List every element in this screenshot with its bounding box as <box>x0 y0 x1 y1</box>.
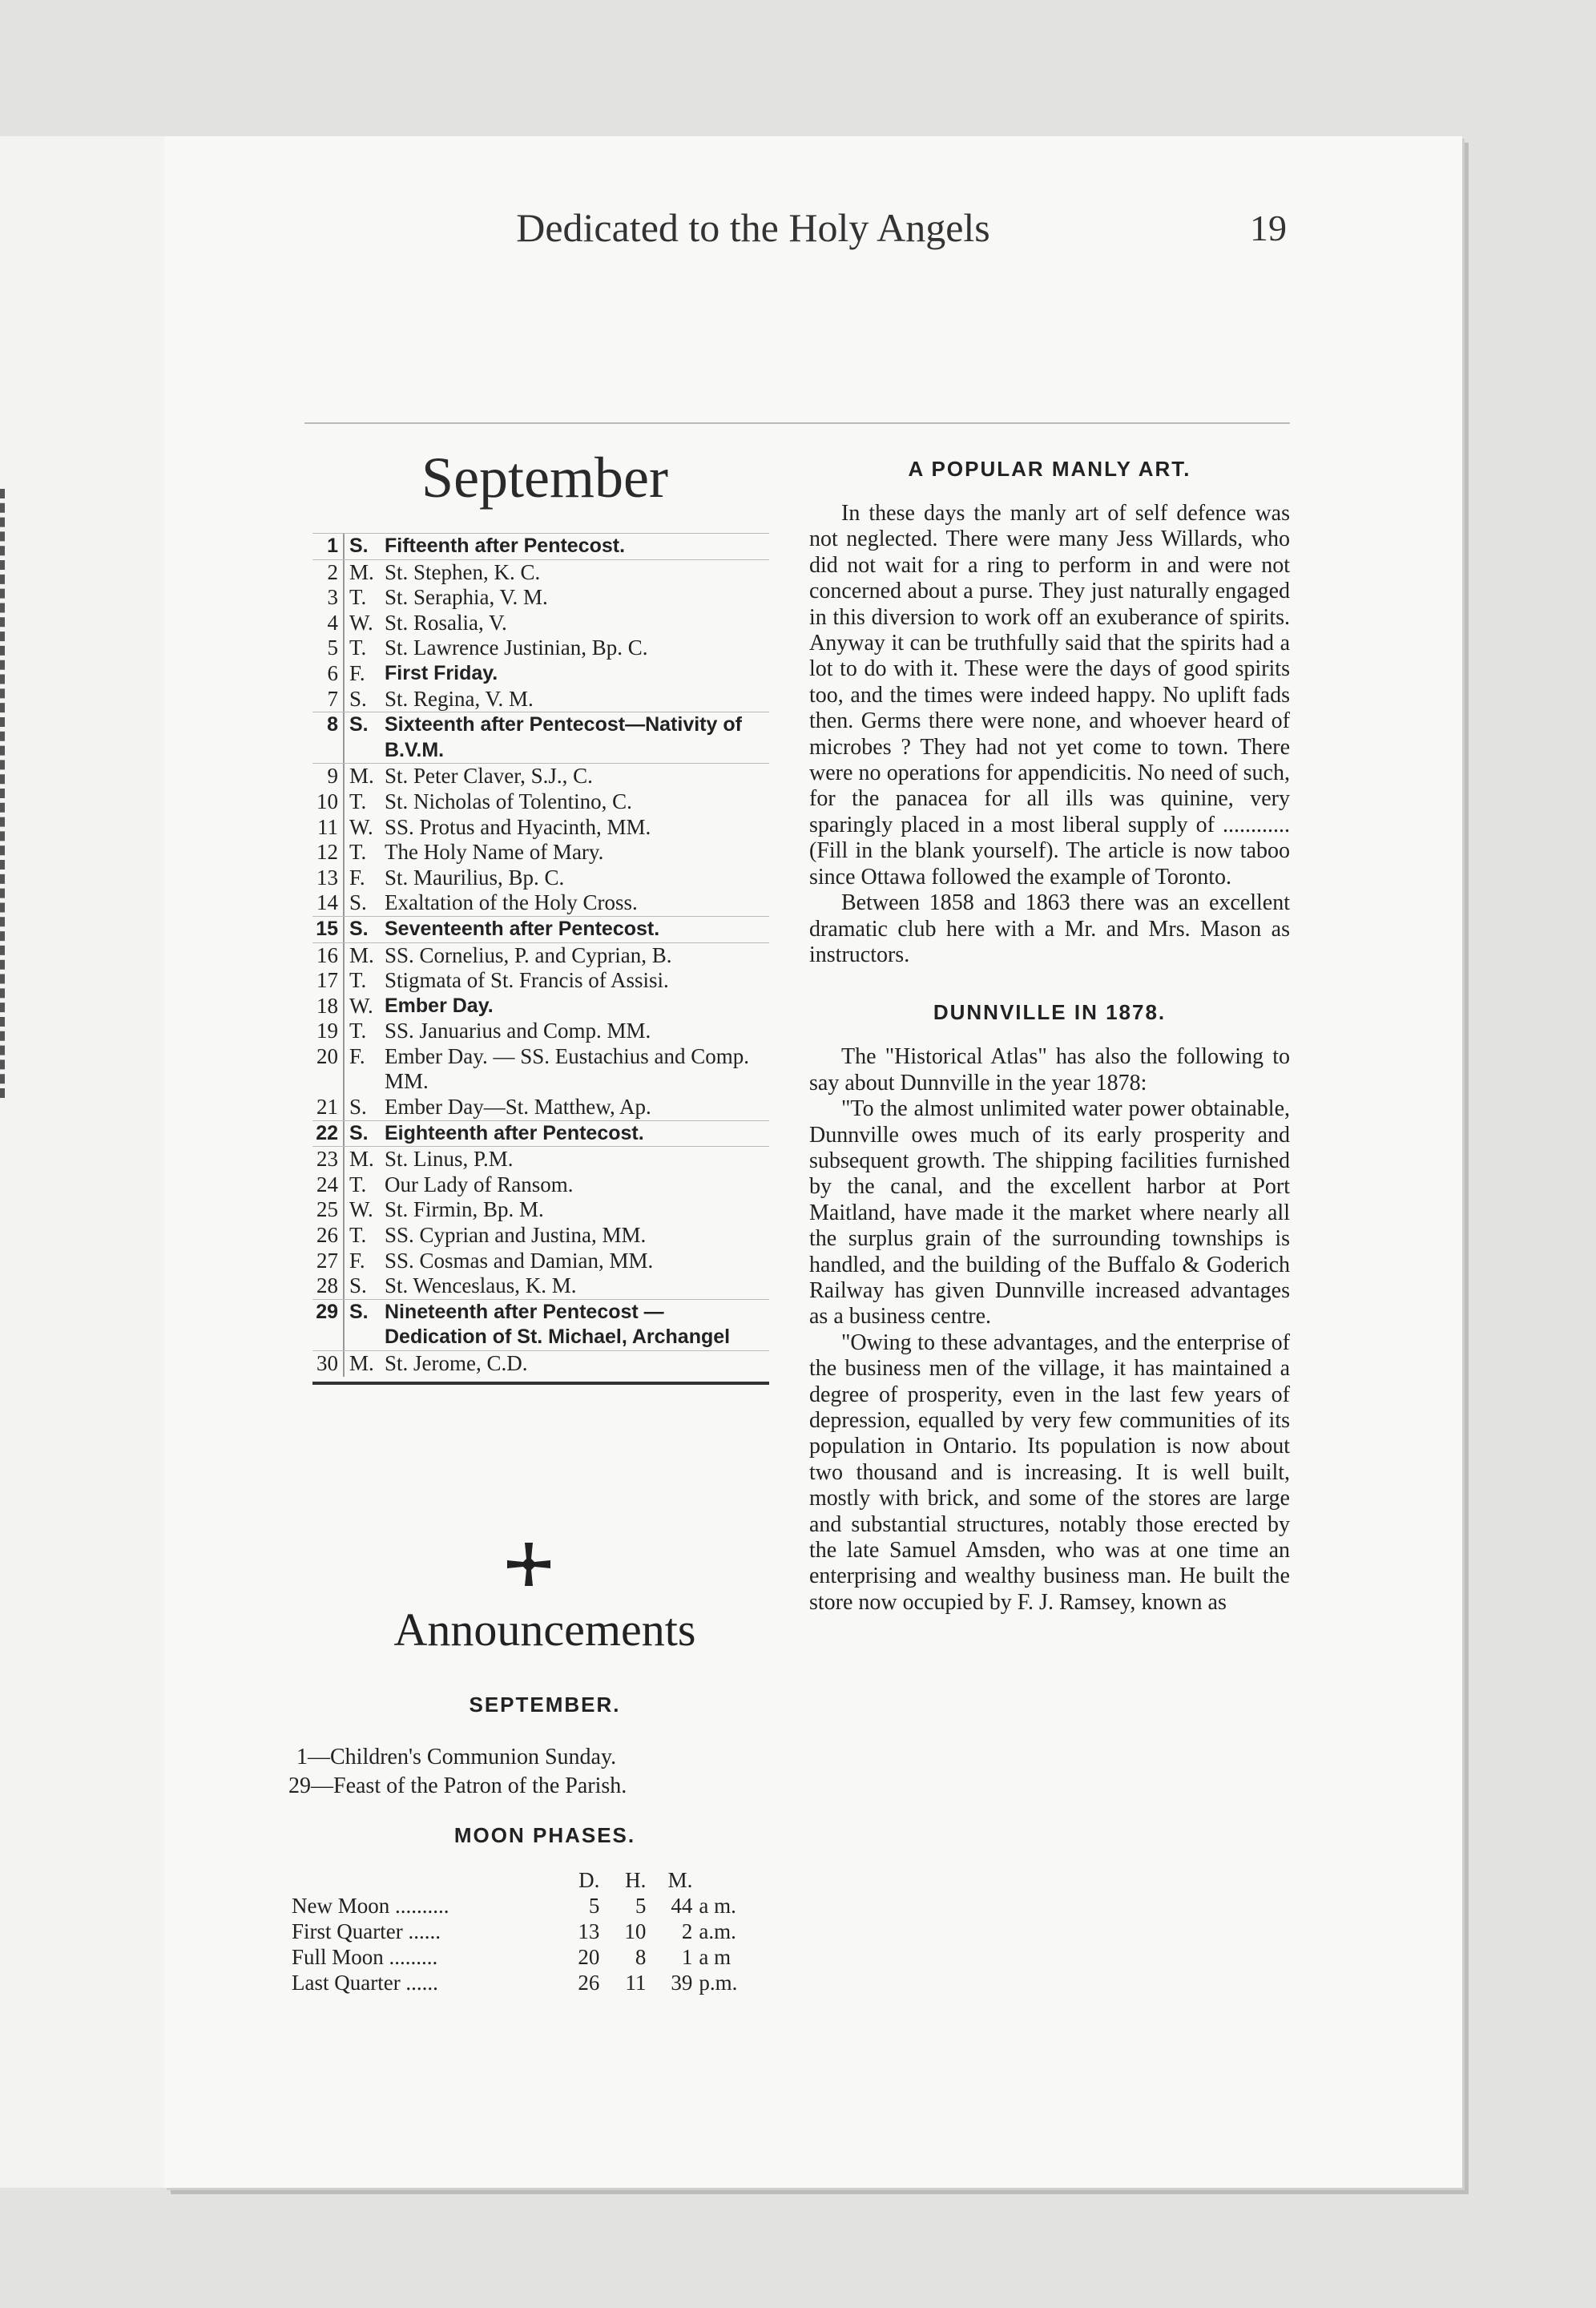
moon-phase-name: New Moon .......... <box>292 1894 449 1918</box>
calendar-day: 6 <box>312 661 345 687</box>
calendar-row <box>312 1019 769 1044</box>
calendar-bottom-rule <box>312 1382 769 1385</box>
article-paragraph: "To the almost unlimited water power obtainable, Dunnville owes much of its early prosperity and subsequent growth. The shipping facilities furnished by the canal, and the excellent harbor at Port Maitland, have made it the market where nearly all the surplus grain of the surrounding townships is handled, and the building of the Buffalo & Goderich Railway has given Dunnville increased advantages as a business centre. <box>809 1096 1290 1330</box>
calendar-day: 24 <box>312 1172 345 1198</box>
calendar-row <box>312 789 769 815</box>
col-header: M. <box>667 1868 693 1892</box>
calendar-weekday: M. <box>349 1147 374 1172</box>
moon-header-row <box>288 1867 769 1893</box>
calendar-row <box>312 1172 769 1198</box>
article-paragraph: In these days the manly art of self defence was not neglected. There were many Jess Willards, who did not wait for a ring to perform in and were not concerned about a purse. They just naturally engaged in this diversion to work off an exuberance of spirits. Anyway it can be truthfully said that the spirits had a lot to do with it. These were the days of good spirits too, and the times were indeed happy. No uplift fads then. Germs there were none, and whoever heard of microbes ? They had not yet come to town. There were no operations for appendicitis. No need of such, for the panacea for all ills was quinine, very sparingly placed in a most liberal supply of ............ (Fill in the blank yourself). The article is now taboo since Ottawa followed the example of Toronto. <box>809 501 1290 890</box>
calendar-row <box>312 1095 769 1120</box>
calendar-feast: Ember Day—St. Matthew, Ap. <box>385 1095 651 1120</box>
calendar-weekday: S. <box>349 917 369 940</box>
calendar-feast: SS. Cosmas and Damian, MM. <box>385 1248 654 1273</box>
moon-phase-ampm: a m. <box>699 1894 736 1918</box>
calendar-table <box>312 533 769 1385</box>
calendar-weekday: M. <box>349 764 374 789</box>
moon-phase-row <box>288 1893 769 1919</box>
moon-phase-ampm: a.m. <box>699 1919 736 1943</box>
calendar-day: 3 <box>312 585 345 611</box>
calendar-weekday: F. <box>349 1043 365 1068</box>
calendar-row <box>312 533 769 560</box>
calendar-row <box>312 636 769 661</box>
calendar-day: 9 <box>312 764 345 789</box>
calendar-feast: St. Lawrence Justinian, Bp. C. <box>385 636 648 660</box>
calendar-row <box>312 1044 769 1095</box>
calendar-weekday: T. <box>349 1172 367 1196</box>
calendar-day: 27 <box>312 1249 345 1274</box>
calendar-feast: Sixteenth after Pentecost—Nativity of B.V.M. <box>385 713 742 761</box>
calendar-weekday: W. <box>349 610 373 635</box>
calendar-day: 17 <box>312 968 345 994</box>
moon-phase-ampm: p.m. <box>699 1971 738 1995</box>
calendar-feast: St. Stephen, K. C. <box>385 559 541 584</box>
calendar-feast: SS. Cyprian and Justina, MM. <box>385 1223 647 1248</box>
moon-phase-d: 13 <box>578 1919 600 1943</box>
col-header: D. <box>578 1868 600 1892</box>
calendar-row <box>312 1223 769 1249</box>
header-divider <box>304 422 1290 424</box>
calendar-feast: Fifteenth after Pentecost. <box>385 535 626 557</box>
calendar-row <box>312 840 769 866</box>
moon-phase-m: 1 <box>681 1945 693 1969</box>
calendar-day: 18 <box>312 994 345 1019</box>
moon-phase-d: 26 <box>578 1971 600 1995</box>
calendar-row <box>312 1249 769 1274</box>
calendar-day: 2 <box>312 560 345 586</box>
moon-phase-row <box>288 1919 769 1944</box>
moon-phase-m: 39 <box>671 1971 693 1995</box>
calendar-weekday: T. <box>349 585 367 610</box>
calendar-feast: St. Wenceslaus, K. M. <box>385 1273 577 1298</box>
calendar-day: 8 <box>312 712 345 763</box>
announcement-item: 29—Feast of the Patron of the Parish. <box>288 1773 627 1798</box>
month-title: September <box>421 446 668 510</box>
calendar-weekday: T. <box>349 636 367 660</box>
calendar-day: 10 <box>312 789 345 815</box>
calendar-weekday: F. <box>349 865 365 890</box>
calendar-row <box>312 994 769 1019</box>
moon-phase-h: 5 <box>635 1894 647 1918</box>
calendar-weekday: T. <box>349 840 367 865</box>
calendar-row <box>312 916 769 943</box>
calendar-row <box>312 1273 769 1299</box>
calendar-day: 5 <box>312 636 345 661</box>
calendar-feast: First Friday. <box>385 661 498 684</box>
article-paragraph: Between 1858 and 1863 there was an excellent dramatic club here with a Mr. and Mrs. Mason as instructors. <box>809 890 1290 967</box>
calendar-row <box>312 661 769 687</box>
calendar-feast: St. Linus, P.M. <box>385 1147 514 1172</box>
calendar-weekday: T. <box>349 1019 367 1043</box>
moon-phase-d: 5 <box>588 1894 600 1918</box>
calendar-feast: Our Lady of Ransom. <box>385 1172 574 1196</box>
moon-phase-name: First Quarter ...... <box>292 1919 441 1943</box>
calendar-day: 12 <box>312 840 345 866</box>
calendar-day: 30 <box>312 1351 345 1377</box>
calendar-weekday: S. <box>349 1273 367 1298</box>
calendar-weekday: F. <box>349 660 365 685</box>
calendar-row <box>312 585 769 611</box>
calendar-row <box>312 560 769 586</box>
calendar-row <box>312 1147 769 1172</box>
calendar-weekday: M. <box>349 942 374 967</box>
calendar-row <box>312 687 769 712</box>
col-header: H. <box>625 1868 647 1892</box>
right-column <box>809 457 1290 1616</box>
calendar-row <box>312 1299 769 1351</box>
calendar-weekday: M. <box>349 1351 374 1375</box>
moon-phase-name: Full Moon ......... <box>292 1945 438 1969</box>
binding-marks <box>0 489 13 1098</box>
calendar-day: 7 <box>312 687 345 712</box>
calendar-day: 28 <box>312 1273 345 1299</box>
moon-phase-m: 2 <box>681 1919 693 1943</box>
calendar-weekday: S. <box>349 535 369 557</box>
calendar-day: 4 <box>312 611 345 636</box>
calendar-row <box>312 764 769 789</box>
calendar-day: 11 <box>312 815 345 841</box>
calendar-day: 14 <box>312 890 345 916</box>
moon-phase-h: 11 <box>625 1971 647 1995</box>
calendar-day: 13 <box>312 866 345 891</box>
article-paragraph: The "Historical Atlas" has also the following to say about Dunnville in the year 1878: <box>809 1044 1290 1095</box>
calendar-feast: SS. Protus and Hyacinth, MM. <box>385 814 651 839</box>
calendar-row <box>312 1197 769 1223</box>
article-title: DUNNVILLE IN 1878. <box>933 1000 1167 1025</box>
calendar-row <box>312 815 769 841</box>
moon-phase-ampm: a m <box>699 1945 732 1969</box>
calendar-feast: The Holy Name of Mary. <box>385 840 604 865</box>
calendar-weekday: W. <box>349 993 373 1018</box>
calendar-feast: St. Jerome, C.D. <box>385 1351 528 1375</box>
calendar-feast: Eighteenth after Pentecost. <box>385 1121 644 1144</box>
announcements-subtitle: SEPTEMBER. <box>469 1693 621 1717</box>
calendar-day: 22 <box>312 1121 345 1147</box>
calendar-row <box>312 611 769 636</box>
calendar-weekday: S. <box>349 1121 369 1144</box>
calendar-feast: Stigmata of St. Francis of Assisi. <box>385 968 669 993</box>
calendar-day: 16 <box>312 943 345 969</box>
calendar-day: 1 <box>312 534 345 559</box>
calendar-day: 15 <box>312 917 345 942</box>
moon-phase-row <box>288 1970 769 1995</box>
moon-phase-h: 8 <box>635 1945 647 1969</box>
calendar-feast: St. Regina, V. M. <box>385 686 534 711</box>
calendar-feast: SS. Cornelius, P. and Cyprian, B. <box>385 942 672 967</box>
page-number: 19 <box>1250 208 1287 248</box>
calendar-row <box>312 1120 769 1148</box>
calendar-row <box>312 1351 769 1377</box>
calendar-day: 20 <box>312 1044 345 1095</box>
moon-phases-title: MOON PHASES. <box>453 1823 636 1847</box>
calendar-weekday: T. <box>349 1223 367 1248</box>
calendar-weekday: S. <box>349 1095 367 1120</box>
calendar-weekday: T. <box>349 968 367 993</box>
moon-phase-h: 10 <box>624 1919 647 1943</box>
calendar-day: 29 <box>312 1300 345 1350</box>
running-header: Dedicated to the Holy Angels <box>516 205 990 250</box>
article-paragraph: "Owing to these advantages, and the enterprise of the business men of the village, it has maintained a degree of prosperity, even in the last few years of depression, equalled by very few communities of its population in Ontario. Its population is now about two thousand and is increasing. It is well built, mostly with brick, and some of the stores are large and substantial structures, notably those erected by the late Samuel Amsden, who was at one time an enterprising and wealthy business man. He built the store now occupied by F. J. Ramsey, known as <box>809 1330 1290 1615</box>
calendar-feast: Ember Day. — SS. Eustachius and Comp. MM. <box>385 1043 749 1094</box>
calendar-weekday: W. <box>349 814 373 839</box>
calendar-feast: Ember Day. <box>385 994 494 1017</box>
calendar-weekday: F. <box>349 1248 365 1273</box>
calendar-row <box>312 943 769 969</box>
calendar-weekday: M. <box>349 559 374 584</box>
calendar-day: 26 <box>312 1223 345 1249</box>
announcement-item: 1—Children's Communion Sunday. <box>296 1745 617 1769</box>
calendar-feast: Seventeenth after Pentecost. <box>385 917 660 940</box>
calendar-day: 23 <box>312 1147 345 1172</box>
calendar-row <box>312 866 769 891</box>
calendar-feast: Exaltation of the Holy Cross. <box>385 890 638 915</box>
calendar-weekday: S. <box>349 890 367 915</box>
calendar-weekday: S. <box>349 686 367 711</box>
moon-phase-m: 44 <box>671 1894 693 1918</box>
left-page-edge <box>0 136 178 2188</box>
calendar-feast: Nineteenth after Pentecost — Dedication of St. Michael, Archangel <box>385 1300 731 1349</box>
calendar-feast: St. Rosalia, V. <box>385 610 507 635</box>
calendar-row <box>312 968 769 994</box>
moon-phases-table <box>288 1867 769 1995</box>
calendar-feast: St. Maurilius, Bp. C. <box>385 865 565 890</box>
cross-icon <box>507 1543 550 1586</box>
article-title: A POPULAR MANLY ART. <box>908 457 1191 481</box>
calendar-feast: St. Seraphia, V. M. <box>385 585 548 610</box>
moon-phase-name: Last Quarter ...... <box>292 1971 438 1995</box>
announcements-title: Announcements <box>393 1604 696 1656</box>
announcements-list <box>288 1743 801 1801</box>
calendar-weekday: S. <box>349 713 369 736</box>
calendar-weekday: W. <box>349 1197 373 1222</box>
moon-phase-d: 20 <box>578 1945 600 1969</box>
calendar-day: 19 <box>312 1019 345 1044</box>
calendar-day: 21 <box>312 1095 345 1120</box>
calendar-feast: SS. Januarius and Comp. MM. <box>385 1019 651 1043</box>
calendar-row <box>312 890 769 916</box>
calendar-day: 25 <box>312 1197 345 1223</box>
calendar-feast: St. Peter Claver, S.J., C. <box>385 764 593 789</box>
moon-phase-row <box>288 1944 769 1970</box>
calendar-feast: St. Firmin, Bp. M. <box>385 1197 544 1222</box>
calendar-row <box>312 712 769 764</box>
calendar-weekday: S. <box>349 1300 369 1323</box>
calendar-weekday: T. <box>349 789 367 813</box>
calendar-feast: St. Nicholas of Tolentino, C. <box>385 789 632 813</box>
